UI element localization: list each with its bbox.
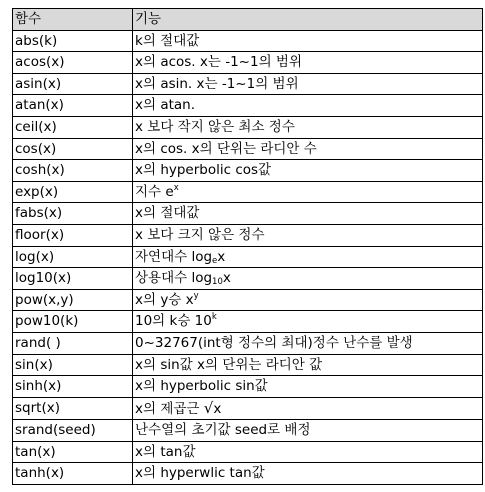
table-body bbox=[13, 30, 483, 484]
function-name-cell: exp(x) bbox=[13, 181, 133, 203]
table-row bbox=[13, 116, 483, 138]
table-row bbox=[13, 181, 483, 203]
description-text: x의 hyperwlic tan값 bbox=[135, 465, 265, 482]
function-name-cell: cosh(x) bbox=[13, 160, 133, 182]
function-description-cell bbox=[133, 203, 483, 225]
subscript-text: e bbox=[212, 255, 218, 266]
description-text: 10의 k승 10 bbox=[135, 313, 212, 330]
function-description-cell bbox=[133, 311, 483, 333]
function-description-cell bbox=[133, 30, 483, 52]
description-text: x의 atan. bbox=[135, 97, 196, 114]
header-function-description: 기능 bbox=[133, 9, 483, 31]
description-text: x의 hyperbolic cos값 bbox=[135, 162, 272, 179]
description-text: x의 sin값 x의 단위는 라디안 값 bbox=[135, 356, 323, 373]
function-description-cell bbox=[133, 181, 483, 203]
function-name-cell: asin(x) bbox=[13, 73, 133, 95]
description-text: x의 제곱근 bbox=[135, 400, 204, 417]
function-name-cell: log10(x) bbox=[13, 268, 133, 290]
table-row bbox=[13, 441, 483, 463]
table-row bbox=[13, 203, 483, 225]
function-description-cell bbox=[133, 332, 483, 354]
description-text: x의 cos. x의 단위는 라디안 수 bbox=[135, 140, 317, 157]
table-row bbox=[13, 246, 483, 268]
function-description-cell bbox=[133, 441, 483, 463]
function-description-cell bbox=[133, 73, 483, 95]
description-text: k의 절대값 bbox=[135, 32, 200, 49]
superscript-text: y bbox=[193, 290, 199, 301]
function-table-document bbox=[12, 8, 482, 485]
function-name-cell: tan(x) bbox=[13, 441, 133, 463]
description-text: 0~32767(int형 정수의 최대)정수 난수를 발생 bbox=[135, 334, 413, 351]
function-description-cell bbox=[133, 160, 483, 182]
function-description-cell bbox=[133, 376, 483, 398]
function-name-cell: pow10(k) bbox=[13, 311, 133, 333]
function-description-cell bbox=[133, 138, 483, 160]
function-description-cell bbox=[133, 463, 483, 485]
description-text: x 보다 작지 않은 최소 정수 bbox=[135, 118, 295, 135]
function-name-cell: srand(seed) bbox=[13, 420, 133, 442]
function-name-cell: fabs(x) bbox=[13, 203, 133, 225]
table-row bbox=[13, 138, 483, 160]
description-text: x의 y승 x bbox=[135, 291, 194, 308]
description-tail-text: x bbox=[213, 400, 222, 417]
description-text: x의 acos. x는 -1~1의 범위 bbox=[135, 54, 302, 71]
function-description-cell bbox=[133, 95, 483, 117]
function-name-cell: cos(x) bbox=[13, 138, 133, 160]
description-text: x 보다 크지 않은 정수 bbox=[135, 226, 265, 243]
table-row bbox=[13, 160, 483, 182]
table-row bbox=[13, 95, 483, 117]
function-name-cell: log(x) bbox=[13, 246, 133, 268]
function-name-cell: acos(x) bbox=[13, 52, 133, 74]
description-text: 상용대수 log bbox=[135, 270, 213, 287]
description-tail-text: x bbox=[222, 270, 231, 287]
description-text: x의 hyperbolic sin값 bbox=[135, 378, 268, 395]
function-name-cell: floor(x) bbox=[13, 224, 133, 246]
function-description-cell bbox=[133, 289, 483, 311]
function-name-cell: pow(x,y) bbox=[13, 289, 133, 311]
table-row bbox=[13, 30, 483, 52]
superscript-text: x bbox=[173, 182, 179, 193]
function-description-cell bbox=[133, 246, 483, 268]
table-row bbox=[13, 289, 483, 311]
function-name-cell: ceil(x) bbox=[13, 116, 133, 138]
subscript-text: 10 bbox=[212, 277, 223, 288]
superscript-text: k bbox=[211, 312, 217, 323]
table-row bbox=[13, 420, 483, 442]
table-row bbox=[13, 73, 483, 95]
description-tail-text: x bbox=[217, 248, 226, 265]
function-name-cell: abs(k) bbox=[13, 30, 133, 52]
function-name-cell: sinh(x) bbox=[13, 376, 133, 398]
description-text: 난수열의 초기값 seed로 배정 bbox=[135, 422, 311, 439]
function-name-cell: sin(x) bbox=[13, 354, 133, 376]
function-name-cell: rand( ) bbox=[13, 332, 133, 354]
function-name-cell: tanh(x) bbox=[13, 463, 133, 485]
description-text: x의 절대값 bbox=[135, 205, 200, 222]
table-header-row bbox=[13, 9, 483, 31]
function-description-cell bbox=[133, 52, 483, 74]
header-function-name: 함수 bbox=[13, 9, 133, 31]
description-text: x의 asin. x는 -1~1의 범위 bbox=[135, 75, 299, 92]
description-text: x의 tan값 bbox=[135, 443, 196, 460]
table-row bbox=[13, 397, 483, 420]
table-row bbox=[13, 332, 483, 354]
math-function-table bbox=[12, 8, 483, 485]
function-name-cell: atan(x) bbox=[13, 95, 133, 117]
table-row bbox=[13, 268, 483, 290]
table-row bbox=[13, 463, 483, 485]
function-description-cell bbox=[133, 268, 483, 290]
description-text: 지수 e bbox=[135, 183, 174, 200]
function-name-cell: sqrt(x) bbox=[13, 397, 133, 420]
description-text: 자연대수 log bbox=[135, 248, 213, 265]
function-description-cell bbox=[133, 354, 483, 376]
table-row bbox=[13, 354, 483, 376]
table-row bbox=[13, 52, 483, 74]
table-row bbox=[13, 311, 483, 333]
table-row bbox=[13, 224, 483, 246]
square-root-icon: √ bbox=[203, 398, 214, 417]
function-description-cell bbox=[133, 116, 483, 138]
function-description-cell bbox=[133, 224, 483, 246]
function-description-cell bbox=[133, 397, 483, 420]
function-description-cell bbox=[133, 420, 483, 442]
table-row bbox=[13, 376, 483, 398]
